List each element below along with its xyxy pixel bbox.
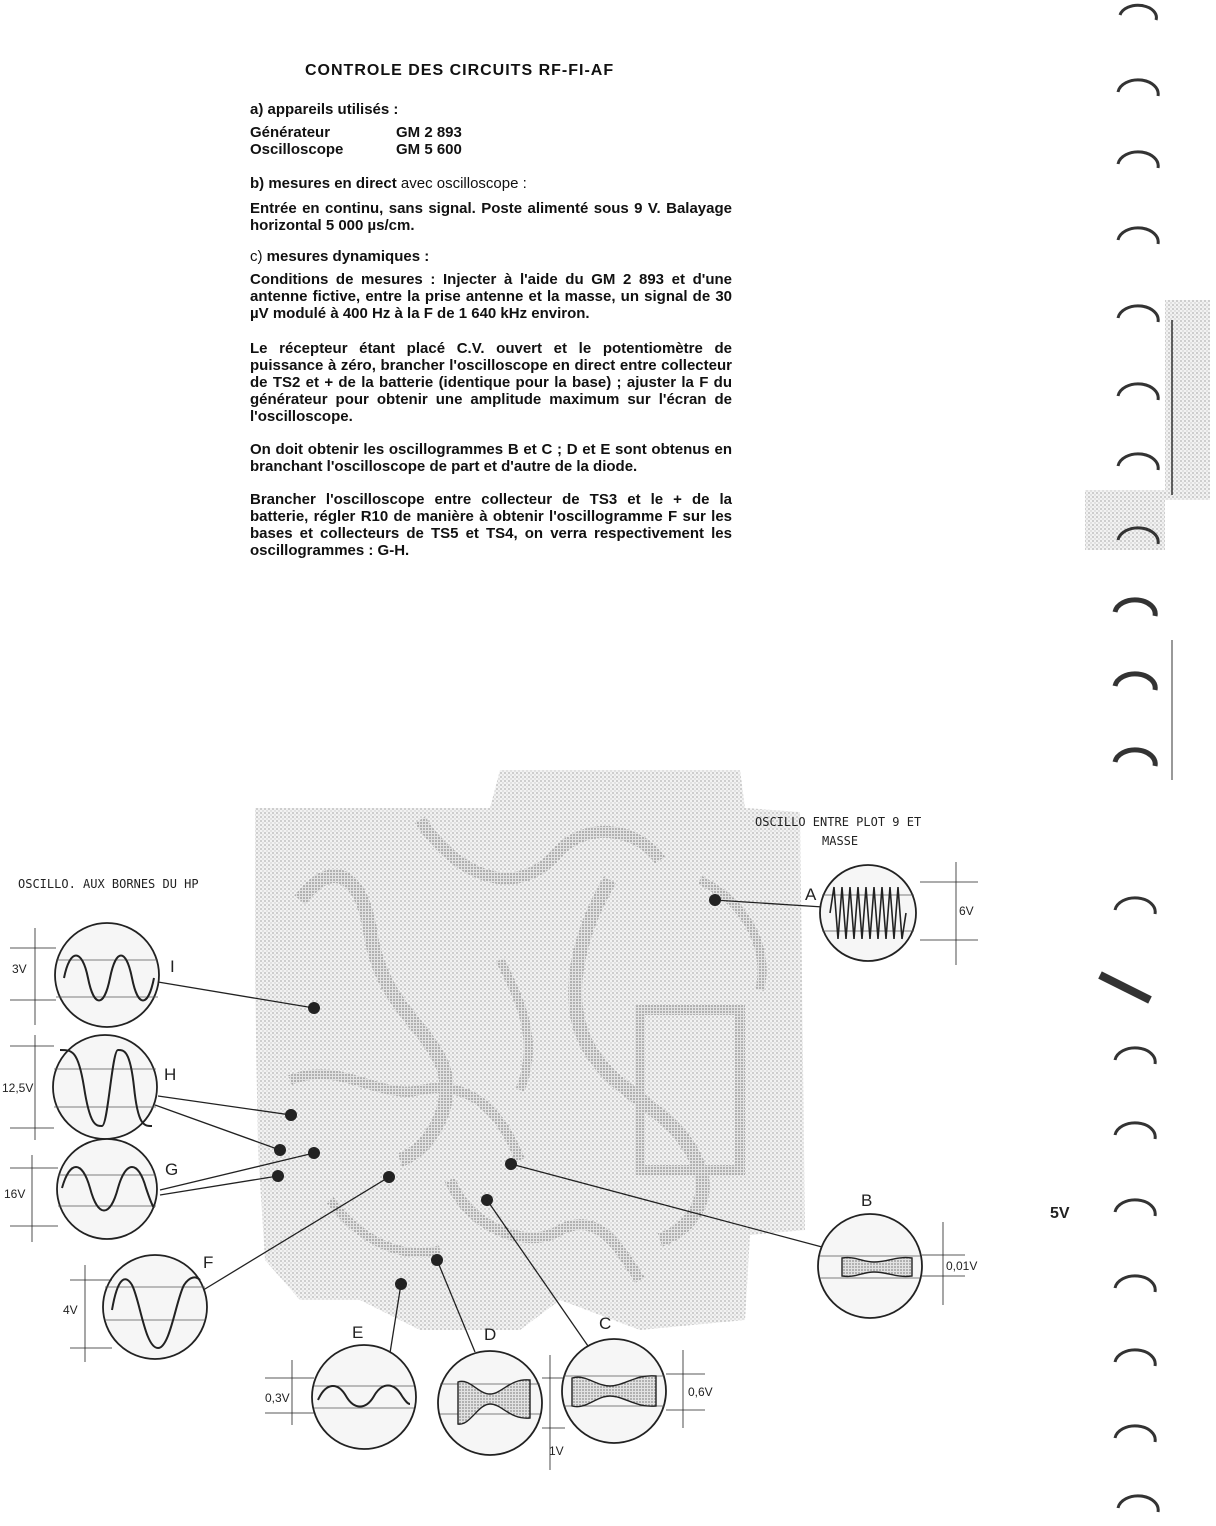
oscillogram-a [805,862,978,965]
equipment-name: Générateur [250,124,331,141]
section-c-paragraph: Brancher l'oscilloscope entre collecteur de TS3 et le + de la batterie, régler R10 de manière à obtenir l'oscillogramme F sur les bases et collecteurs de TS5 et TS4, on verra respectivement les oscillogrammes : G-H. [250,491,732,559]
scope-voltage: 0,01V [946,1259,978,1273]
section-c-paragraph: Conditions de mesures : Injecter à l'aide du GM 2 893 et d'une antenne fictive, entre la prise antenne et la masse, un signal de 30 µV modulé à 400 Hz à la F de 1 640 kHz environ. [250,271,732,322]
label-right-line1: OSCILLO ENTRE PLOT 9 ET [755,815,922,829]
scope-voltage: 0,6V [688,1385,713,1399]
scope-voltage: 6V [959,904,974,918]
scope-id: B [861,1191,873,1210]
binder-holes [1085,5,1210,1512]
oscillogram-i [10,923,175,1027]
equipment-name: Oscilloscope [250,141,344,158]
oscillogram-e [265,1323,416,1449]
oscillogram-c [562,1314,713,1443]
scope-id: I [170,957,175,976]
section-b-heading-normal: avec oscilloscope : [400,175,527,192]
oscillogram-b [818,1191,977,1318]
scope-voltage: 3V [12,962,27,976]
section-a-heading: a) appareils utilisés : [250,101,399,118]
scope-voltage: 12,5V [2,1081,34,1095]
section-c-heading-bold: mesures dynamiques : [266,248,430,265]
pcb-board [255,770,805,1330]
equipment-model: GM 5 600 [396,141,462,158]
oscillogram-g [4,1139,178,1242]
scope-voltage: 1V [549,1444,564,1458]
scope-voltage: 16V [4,1187,26,1201]
margin-mark: 5V [1050,1205,1070,1222]
label-left: OSCILLO. AUX BORNES DU HP [18,877,199,891]
equipment-model: GM 2 893 [396,124,462,141]
scope-id: H [164,1065,177,1084]
section-c-heading-prefix: c) [250,248,263,265]
oscillogram-h [2,1035,176,1140]
scope-voltage: 4V [63,1303,78,1317]
section-c-paragraph: On doit obtenir les oscillogrammes B et C ; D et E sont obtenus en branchant l'oscilloscope de part et d'autre de la diode. [250,441,732,475]
scope-id: G [165,1160,179,1179]
oscillogram-d [438,1325,565,1470]
section-b-text: Entrée en continu, sans signal. Poste alimenté sous 9 V. Balayage horizontal 5 000 µs/cm. [250,200,732,234]
page-title: CONTROLE DES CIRCUITS RF-FI-AF [305,62,615,79]
scope-id: A [805,885,817,904]
scope-id: F [203,1253,214,1272]
scope-voltage: 0,3V [265,1391,290,1405]
label-right-line2: MASSE [822,834,859,848]
oscillogram-f [63,1253,213,1362]
scope-id: E [352,1323,364,1342]
section-b-heading-bold: b) mesures en direct [250,175,397,192]
scope-id: D [484,1325,497,1344]
section-c-paragraph: Le récepteur étant placé C.V. ouvert et le potentiomètre de puissance à zéro, brancher l'oscilloscope en direct entre collecteur de TS2 et + de la batterie (identique pour la base) ; ajuster la F du générateur pour obtenir une amplitude maximum sur l'écran de l'oscilloscope. [250,340,732,425]
scope-id: C [599,1314,612,1333]
